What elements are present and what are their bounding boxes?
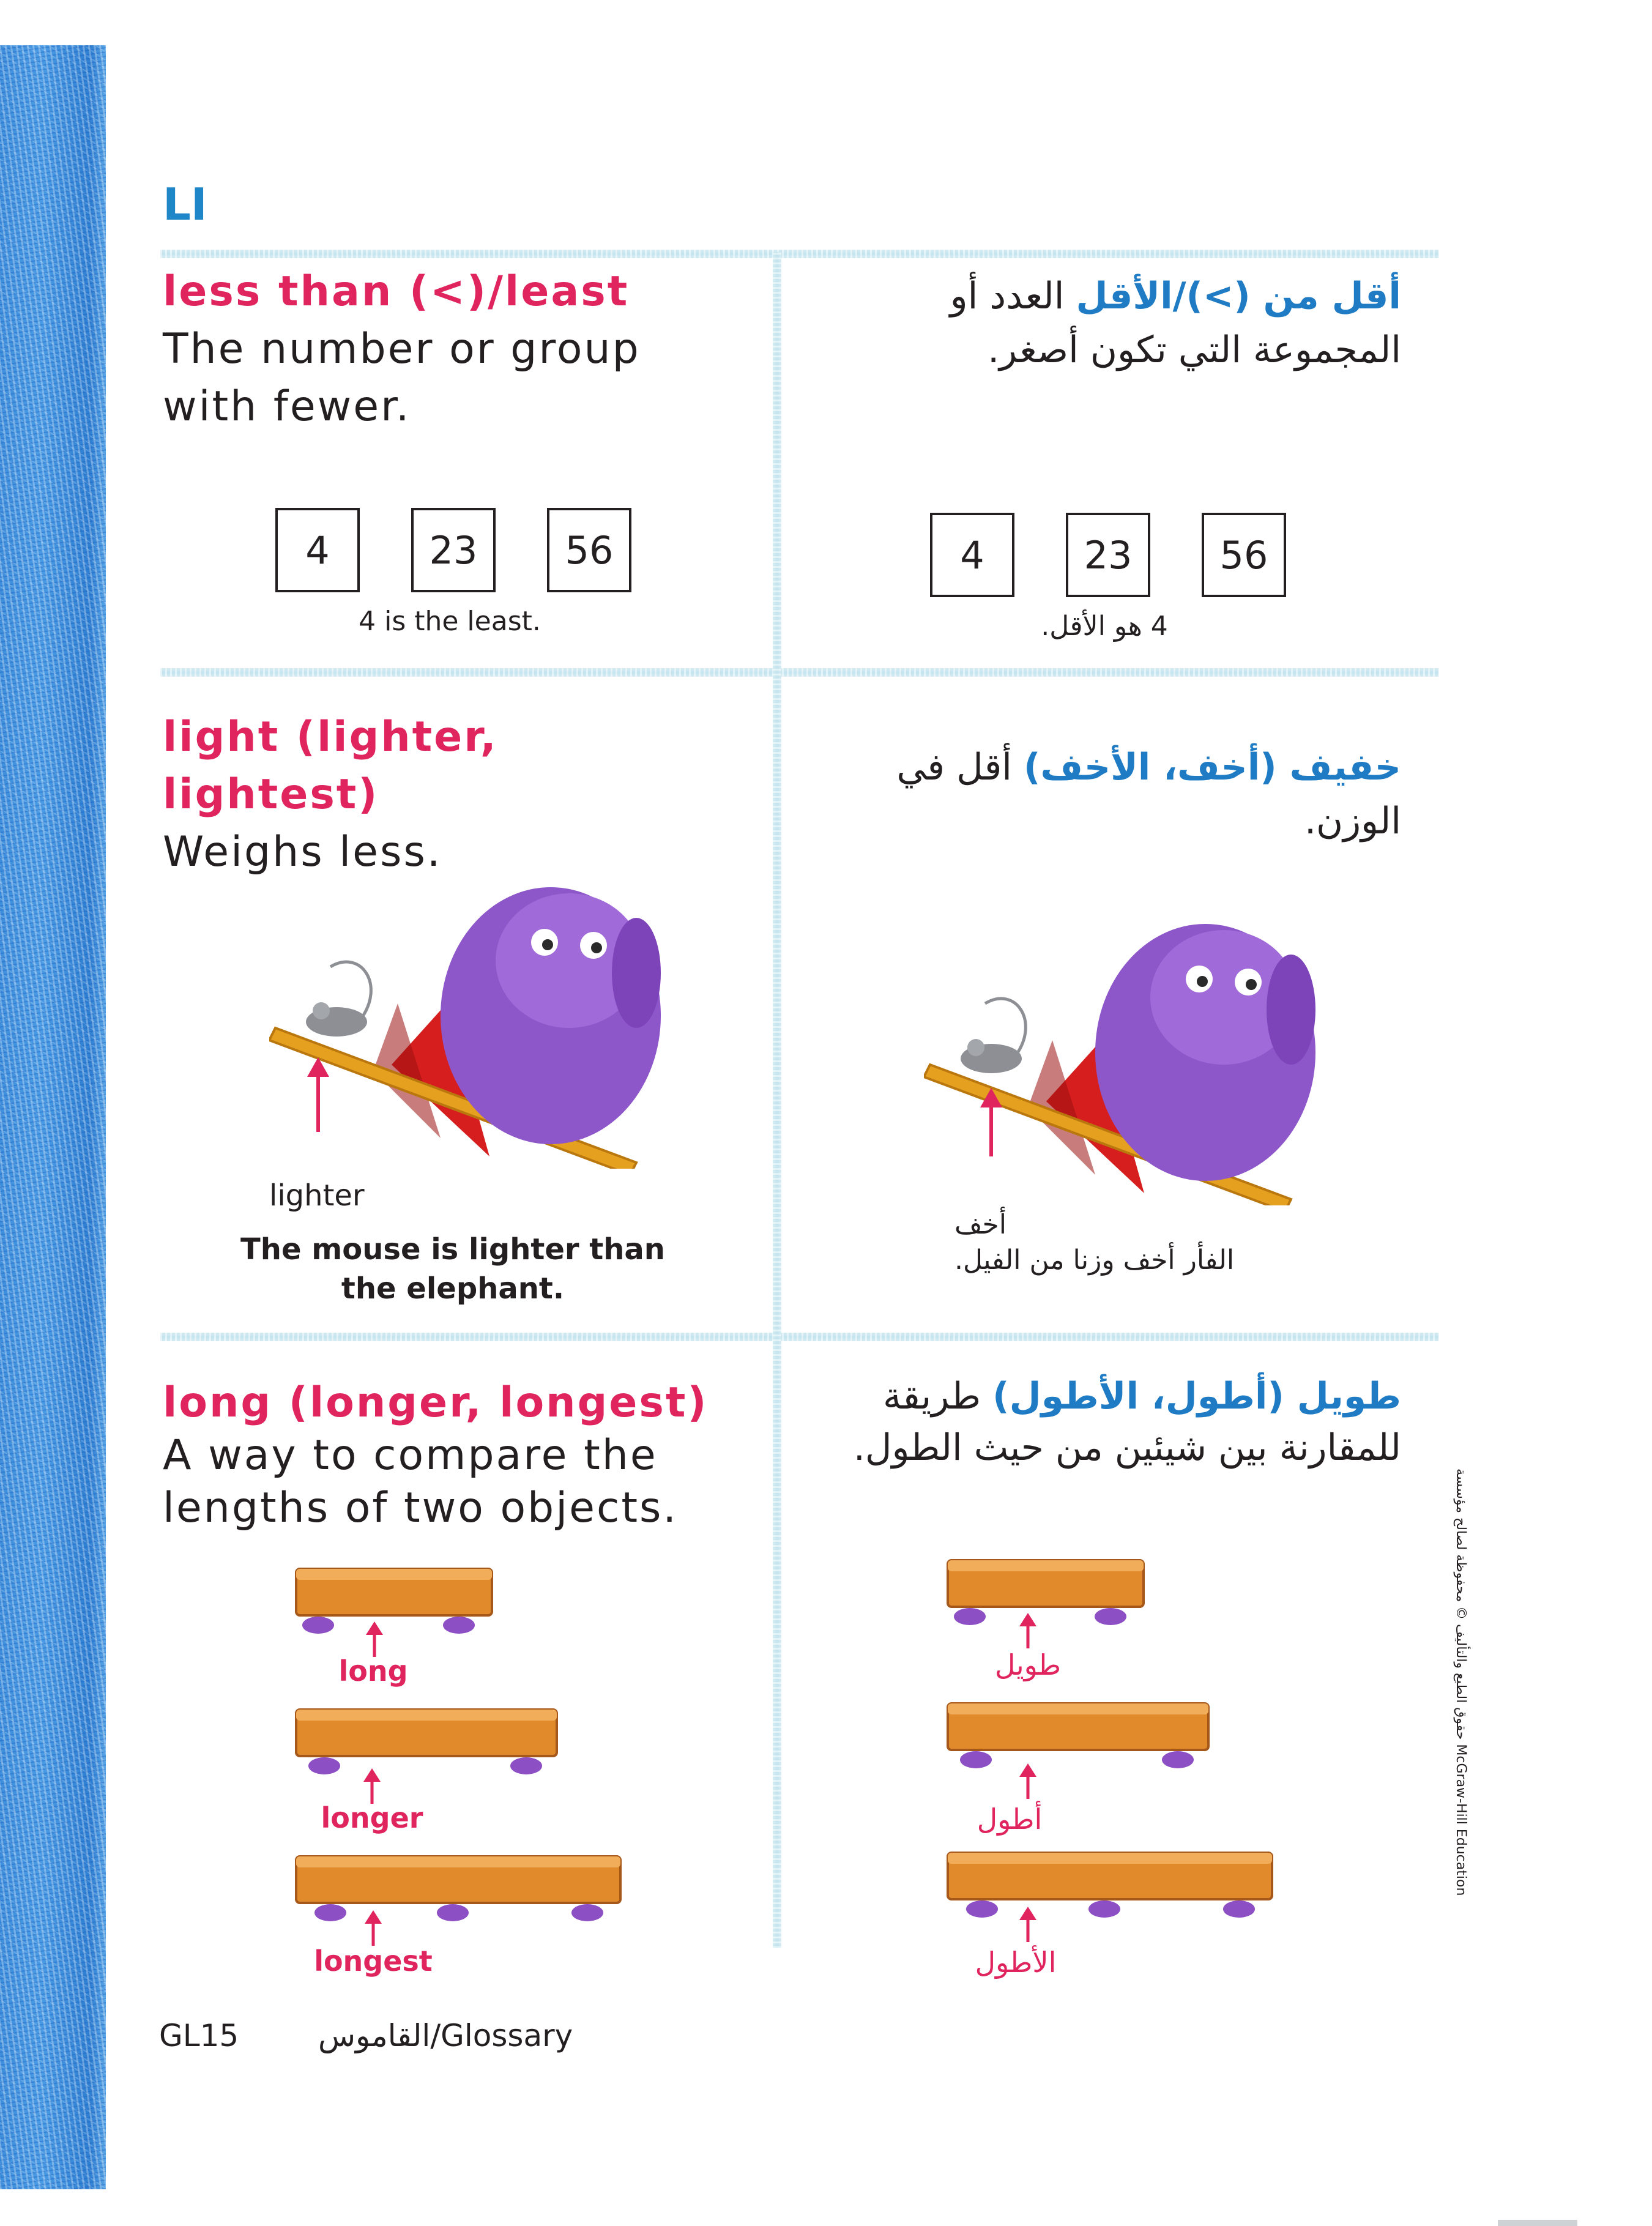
number-box: 56: [547, 508, 631, 592]
long-def-ar: طريقة للمقارنة بين شيئين من حيث الطول.: [853, 1375, 1401, 1469]
footer-title: القاموس/Glossary: [318, 2018, 573, 2053]
log-long-en: [294, 1566, 502, 1642]
long-definition-en: [163, 1377, 713, 1535]
number-boxes-ar: [930, 513, 1286, 597]
divider-center: [773, 252, 781, 1948]
less-than-def-en: The number or group with fewer.: [163, 325, 641, 431]
log-longest-ar: [945, 1850, 1276, 1926]
number-box: 56: [1202, 513, 1286, 597]
log-longer-ar: [945, 1701, 1215, 1777]
less-than-term-en: less than (<)/least: [163, 267, 630, 316]
less-than-caption-ar: 4 هو الأقل.: [1041, 611, 1168, 642]
log-longer-en: [294, 1707, 563, 1783]
longest-label-en: longest: [314, 1945, 433, 1978]
long-def-en: A way to compare the lengths of two objects.: [163, 1431, 679, 1532]
less-than-caption-en: 4 is the least.: [359, 606, 541, 637]
light-def-en: Weighs less.: [163, 828, 442, 876]
less-than-term-ar: أقل من (>)/الأقل: [1076, 275, 1401, 318]
page-number: GL15: [159, 2018, 239, 2053]
long-label-ar: طويل: [994, 1648, 1061, 1681]
longer-label-en: longer: [321, 1801, 423, 1834]
divider-top: [160, 250, 1439, 258]
arrow-up-icon: [362, 1621, 387, 1658]
number-box: 23: [411, 508, 496, 592]
light-definition-ar: [808, 740, 1401, 848]
arrow-up-icon: [1016, 1613, 1040, 1650]
arrow-up-icon: [360, 1768, 384, 1805]
crayon-border: [0, 45, 106, 2189]
number-boxes-en: [275, 508, 631, 592]
arrow-up-icon: [1016, 1907, 1040, 1943]
light-label-ar: أخف: [954, 1209, 1006, 1240]
light-term-en: light (lighter, lightest): [163, 713, 498, 819]
light-term-ar: خفيف (أخف، الأخف): [1024, 746, 1401, 789]
less-than-def-ar: العدد أو المجموعة التي تكون أصغر.: [950, 275, 1401, 371]
longest-label-ar: الأطول: [975, 1946, 1057, 1979]
light-caption-ar: الفأر أخف وزنا من الفيل.: [954, 1245, 1235, 1276]
arrow-up-icon: [1016, 1763, 1040, 1800]
number-box: 4: [275, 508, 360, 592]
long-term-ar: طويل (أطول، الأطول): [992, 1375, 1401, 1418]
light-caption-en: The mouse is lighter than the elephant.: [240, 1232, 665, 1306]
divider-row-1: [160, 668, 1439, 677]
scroll-indicator: [1498, 2220, 1577, 2226]
divider-row-2: [160, 1333, 1439, 1341]
long-label-en: long: [338, 1655, 408, 1688]
arrow-up-icon: [361, 1910, 385, 1947]
light-def-ar: أقل في الوزن.: [896, 746, 1401, 843]
long-definition-ar: [808, 1371, 1401, 1473]
less-than-definition-ar: [808, 269, 1401, 377]
log-long-ar: [945, 1558, 1153, 1634]
number-box: 23: [1066, 513, 1150, 597]
seesaw-illustration-en: [269, 875, 661, 1169]
section-letter: LI: [163, 179, 207, 230]
log-longest-en: [294, 1854, 624, 1930]
copyright-note: حقوق الطبع والتأليف © محفوظة لصالح مؤسسة McGraw-Hill Education: [1453, 1468, 1468, 1896]
light-label-en: lighter: [269, 1178, 365, 1213]
seesaw-illustration-ar: [924, 912, 1315, 1205]
less-than-definition-en: [163, 263, 713, 436]
light-definition-en: [163, 709, 713, 881]
longer-label-ar: أطول: [977, 1803, 1043, 1836]
long-term-en: long (longer, longest): [163, 1379, 709, 1427]
number-box: 4: [930, 513, 1014, 597]
